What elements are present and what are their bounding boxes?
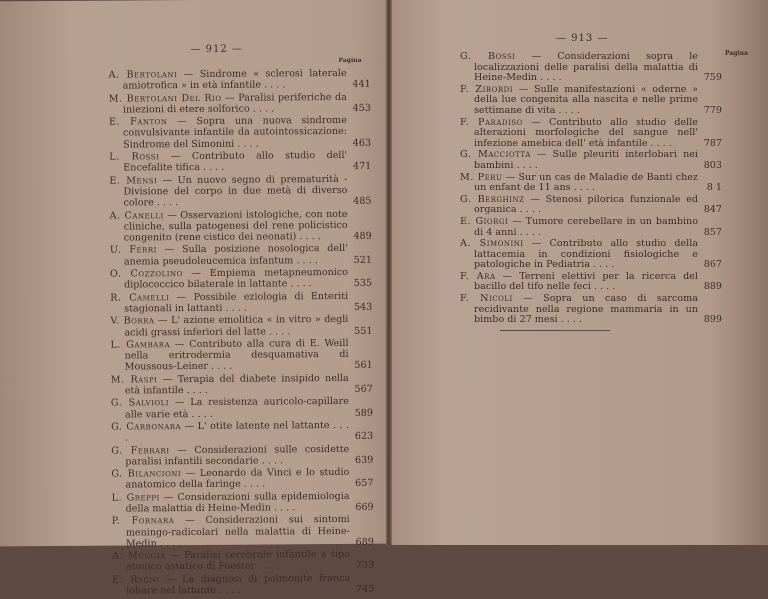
entry-page: 485	[353, 196, 372, 208]
leader-dots: . . . .	[222, 302, 247, 314]
entry-title: Tumore cerebellare in un bambino di 4 anni	[474, 215, 698, 238]
leader-dots: . . . .	[183, 384, 208, 397]
entry-author: M. Peru	[460, 171, 503, 183]
entry-text	[460, 173, 698, 194]
entry-title: Paralisi cerebrale infantile a tipo atonico astatico di Foester	[126, 549, 351, 573]
entry-author: O. Cozzolino	[109, 268, 183, 280]
entry-text	[111, 396, 349, 420]
toc-entry	[110, 290, 372, 314]
entry-page: 521	[353, 254, 372, 266]
entry-page: 623	[354, 430, 374, 443]
entry-text	[111, 467, 349, 491]
toc-entry	[460, 239, 722, 271]
toc-entry	[110, 243, 372, 267]
entry-title: La diagnosi di polmonite franca lobare nel lattante	[126, 572, 351, 597]
entry-text	[110, 291, 348, 315]
entry-text	[460, 85, 698, 117]
leader-dots: . . . .	[516, 204, 541, 216]
toc-entry	[460, 272, 722, 293]
toc-entry	[112, 514, 374, 550]
toc-entry	[460, 150, 722, 171]
page-number: — 912 —	[190, 43, 243, 56]
dash: —	[157, 174, 178, 186]
entry-author: F. Zibordi	[460, 83, 513, 95]
entry-text	[110, 208, 348, 244]
entry-title: Un nuovo segno di prematurità - Divisione del corpo in due metà di diverso colore	[123, 173, 348, 209]
entry-author: G. Salvioli	[110, 397, 170, 409]
toc-entry	[111, 372, 373, 396]
toc-entry	[112, 490, 374, 514]
leader-dots: . . . .	[207, 361, 233, 373]
toc-entry	[110, 208, 372, 244]
entry-page: 847	[703, 204, 722, 216]
entry-text	[109, 68, 347, 92]
toc-list	[109, 68, 375, 598]
toc-entry	[109, 150, 371, 174]
entry-author: G. Macciotta	[460, 149, 531, 161]
entry-title: Sulle pleuriti interlobari nei bambini	[474, 149, 698, 171]
dash: —	[182, 267, 210, 280]
entry-text	[111, 420, 349, 444]
toc-entry	[111, 467, 373, 491]
entry-author: E. Mensi	[109, 174, 158, 187]
entry-author: A. Muggia	[111, 550, 166, 562]
entry-page: 463	[352, 137, 372, 149]
dash: —	[159, 151, 192, 163]
toc-entry	[112, 549, 374, 573]
entry-author: M. Bertolani Del Rio	[108, 92, 222, 105]
entry-author: U. Ferri	[109, 244, 157, 257]
entry-text	[460, 217, 698, 238]
entry-title: Terapia del diabete insipido nella età infantile	[124, 372, 349, 397]
dash: —	[157, 373, 178, 385]
dash: —	[221, 92, 239, 104]
toc-entry	[109, 173, 371, 209]
leader-dots: . . . .	[249, 103, 275, 115]
entry-title: Stenosi pilorica funzionale ed organica	[474, 193, 698, 216]
entry-author: F. Ara	[460, 270, 496, 282]
leader-dots: . . . .	[537, 72, 562, 84]
dash: —	[523, 238, 550, 250]
entry-text	[109, 92, 347, 116]
entry-title: Considerazioni sopra le localizzazioni delle paralisi della malattia di Heine-Medin	[474, 51, 698, 84]
dash: —	[169, 291, 194, 303]
entry-text	[111, 373, 349, 397]
toc-entry	[111, 396, 373, 420]
entry-author: F. Paradiso	[460, 116, 523, 128]
toc-entry	[110, 338, 372, 374]
entry-title: Osservazioni istologiche, con note cliniche, sulla patogenesi del rene policistico congenito (rene cistico dei neonati)	[123, 208, 348, 244]
entry-page: 453	[352, 102, 371, 114]
leader-dots: . . . .	[555, 104, 580, 116]
leader-dots: . . . .	[557, 314, 582, 326]
dash: —	[170, 338, 190, 350]
entry-text	[460, 294, 698, 326]
entry-page: 589	[354, 407, 374, 419]
right-page	[390, 0, 768, 545]
end-rule	[500, 330, 610, 331]
entry-title: Contributo alla cura di E. Weill nella eritrodermia desquamativa di Moussous-Leiner	[124, 337, 349, 373]
dash: —	[502, 171, 519, 183]
leader-dots: . . . .	[125, 419, 350, 444]
entry-author: L. Gambara	[110, 338, 171, 351]
entry-page: 489	[353, 230, 372, 243]
leader-dots: . . . .	[258, 455, 284, 467]
toc-entry	[460, 195, 722, 216]
entry-page: 803	[703, 159, 722, 171]
entry-text	[112, 491, 350, 515]
entry-author: G. Carbonara	[111, 420, 182, 433]
entry-page: 787	[703, 137, 722, 149]
entry-page: 657	[355, 478, 374, 490]
entry-author: L. Rossi	[109, 151, 160, 163]
entry-title: Sulla posizione nosologica dell' anemia pseudoleucemica infantum	[123, 243, 348, 268]
toc-list	[460, 52, 722, 327]
leader-dots: . . . .	[153, 197, 179, 209]
entry-author: R. Camelli	[110, 291, 170, 304]
toc-entry	[460, 217, 722, 238]
entry-page: 745	[355, 583, 375, 595]
entry-author: E. Giorgi	[460, 215, 509, 227]
entry-author: P. Fornara	[111, 515, 175, 527]
toc-entry	[110, 267, 372, 291]
entry-text	[109, 174, 347, 210]
leader-dots: . . . .	[156, 537, 182, 550]
toc-entry	[460, 118, 722, 150]
leader-dots: . . . .	[240, 478, 266, 491]
entry-page: 857	[703, 226, 722, 238]
entry-text	[110, 338, 348, 374]
toc-entry	[109, 68, 371, 92]
entry-title: Contributo allo studio della lattacemia in condizioni fisiologiche e patologiche in Pediatria	[474, 238, 698, 271]
leader-dots: . . . .	[296, 231, 321, 243]
entry-text	[112, 573, 350, 597]
dash: —	[159, 491, 178, 503]
entry-author: A. Simonini	[460, 238, 524, 250]
leader-dots: . . . .	[199, 162, 225, 174]
dash: —	[522, 116, 550, 128]
entry-author: A. Bertolani	[108, 69, 178, 81]
entry-title: Considerazioni sui sintomi meningo-radicolari nella malattia di Heine-Medin	[125, 514, 350, 550]
leader-dots: . . . .	[647, 137, 672, 149]
dash: —	[177, 68, 200, 81]
toc-entry	[111, 420, 373, 444]
entry-page: 669	[355, 501, 374, 513]
entry-text	[109, 115, 347, 151]
entry-author: E. Ragni	[112, 574, 160, 586]
toc-entry	[460, 294, 722, 326]
leader-dots: . . . .	[589, 259, 615, 271]
toc-entry	[111, 443, 373, 467]
dash: —	[167, 116, 197, 128]
leader-dots: . . . .	[270, 502, 296, 514]
dash: —	[165, 550, 185, 562]
entry-title: L' azione emolitica « in vitro » degli acidi grassi inferiori del latte	[124, 314, 349, 339]
column-label: Pagina	[725, 50, 748, 57]
leader-dots: . . . .	[287, 278, 312, 290]
entry-text	[110, 243, 348, 267]
toc-entry	[460, 52, 722, 84]
column-label: Pagina	[338, 56, 362, 64]
toc-entry	[112, 573, 374, 597]
leader-dots: . . . .	[188, 408, 213, 420]
entry-author: G. Ferrari	[111, 444, 170, 457]
entry-author: G. Bilancioni	[111, 468, 182, 480]
toc-entry	[460, 173, 722, 194]
leader-dots: . . . .	[293, 254, 318, 267]
entry-page: 779	[703, 104, 722, 116]
dash: —	[513, 83, 534, 95]
dash: —	[156, 244, 183, 256]
dash: —	[512, 293, 544, 305]
dash: —	[495, 270, 520, 282]
entry-page: 471	[352, 161, 372, 173]
toc-entry	[109, 115, 371, 151]
entry-title: Contributo allo studio delle alterazioni morfologiche del sangue nell' infezione amebica dell' età infantile	[474, 116, 698, 149]
leader-dots: . . . .	[234, 138, 259, 150]
leader-dots: . . . .	[570, 182, 595, 194]
dash: —	[174, 515, 206, 527]
entry-title: Leonardo da Vinci e lo studio anatomico della faringe	[125, 467, 350, 491]
entry-text	[460, 239, 698, 271]
entry-title: Sopra un caso di sarcoma recidivante nella regione mammaria in un bimbo di 27 mesi	[474, 293, 698, 326]
entry-page: 567	[354, 383, 373, 395]
toc-entry	[460, 85, 722, 117]
entry-author: G. Bossi	[460, 51, 516, 62]
entry-page: 441	[352, 79, 371, 91]
entry-page: 689	[355, 536, 374, 548]
entry-text	[460, 150, 698, 171]
entry-title: Sindrome « sclerosi laterale amiotrofica » in età infantile	[122, 67, 347, 92]
entry-page: 639	[354, 454, 374, 466]
leader-dots: . . . .	[255, 560, 280, 573]
toc-entry	[109, 91, 371, 115]
entry-title: Possibile eziologia di Enteriti stagionali in lattanti	[124, 290, 349, 315]
entry-title: La resistenza auricolo-capillare alle varie età	[124, 396, 349, 421]
entry-title: Considerazioni sulle cosidette paralisi infantili secondarie	[125, 443, 350, 468]
entry-author: A. Canelli	[109, 209, 164, 222]
entry-title: Sur un cas de Maladie de Banti chez un enfant de 11 ans	[474, 171, 698, 194]
entry-title: L' otite latente nel lattante	[197, 419, 330, 432]
leader-dots: . . . .	[513, 159, 538, 171]
dash: —	[524, 193, 546, 205]
entry-text	[460, 272, 698, 293]
entry-text	[109, 150, 347, 174]
entry-page: 899	[703, 314, 722, 326]
entry-text	[460, 195, 698, 216]
entry-page: 733	[355, 560, 375, 572]
entry-author: G. Berghinz	[460, 193, 525, 205]
entry-title: Terreni elettivi per la ricerca del bacillo del tifo nelle feci	[474, 270, 698, 293]
dash: —	[181, 420, 198, 432]
dash: —	[163, 209, 181, 221]
entry-text	[460, 118, 698, 150]
entry-text	[110, 267, 348, 291]
entry-page: 543	[353, 301, 373, 313]
dash: —	[154, 315, 172, 327]
leader-dots: . . . .	[516, 226, 541, 238]
entry-author: V. Borra	[110, 315, 155, 327]
entry-title: Sopra una nuova sindrome convulsivante infantile da autointossicazione: Sindrome del Simonini	[122, 115, 348, 151]
dash: —	[181, 468, 200, 480]
entry-title: Contributo allo studio dell' Encefalite tifica	[123, 149, 348, 174]
entry-page: 535	[353, 278, 373, 290]
entry-page: 759	[703, 72, 722, 84]
entry-author: L. Greppi	[111, 491, 160, 504]
entry-text	[110, 314, 348, 338]
page-number: — 913 —	[556, 33, 609, 44]
leader-dots: . . . .	[590, 281, 616, 293]
dash: —	[530, 149, 553, 161]
entry-page: 561	[354, 360, 373, 372]
entry-text	[460, 52, 698, 84]
entry-page: 867	[703, 259, 722, 271]
entry-text	[111, 443, 349, 467]
leader-dots: . . . .	[265, 325, 291, 338]
entry-author: M. Raspi	[110, 373, 158, 386]
entry-text	[112, 549, 350, 573]
entry-title: Empiema metapneumonico diplococcico bilaterale in lattante	[124, 266, 349, 291]
toc-entry	[110, 314, 372, 338]
dash: —	[159, 573, 183, 586]
entry-title: Sulle manifestazioni « oderne » della lue congenita alla nascita e nelle prime settimane di vita	[474, 83, 698, 116]
entry-page: 551	[354, 325, 373, 337]
entry-text	[112, 514, 350, 550]
entry-title: Considerazioni sulla epidemiologia della malattia di Heine-Medin	[125, 490, 350, 515]
entry-title: Paralisi periferiche da iniezioni di etere solforico	[122, 91, 347, 116]
entry-page: 8 1	[706, 182, 722, 194]
leader-dots: . . . .	[216, 584, 241, 596]
dash: —	[169, 444, 195, 456]
entry-page: 889	[703, 281, 722, 293]
book-gutter	[386, 0, 392, 545]
entry-author: E. Fanton	[108, 116, 168, 128]
dash: —	[515, 51, 558, 62]
dash: —	[168, 397, 191, 409]
leader-dots: . . . .	[260, 79, 286, 91]
entry-author: F. Nicoli	[460, 293, 513, 305]
dash: —	[508, 215, 526, 227]
